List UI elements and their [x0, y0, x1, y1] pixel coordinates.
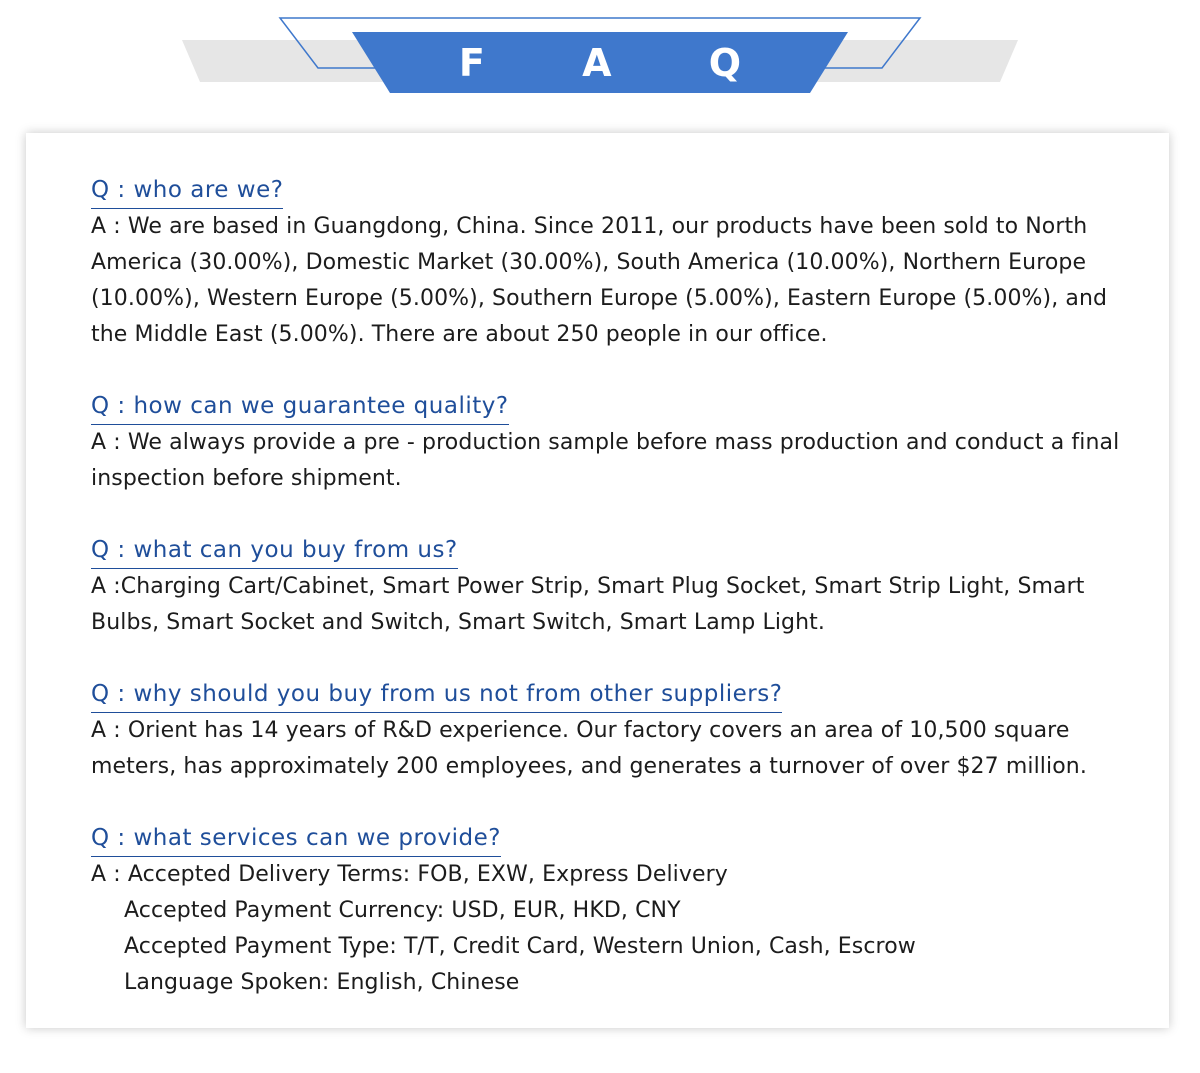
faq-item	[91, 533, 1141, 641]
faq-item	[91, 389, 1141, 497]
faq-banner	[0, 0, 1200, 110]
faq-question: Q : who are we?	[91, 173, 283, 209]
faq-item	[91, 821, 1141, 1001]
faq-title: F A Q	[458, 41, 784, 85]
faq-answer-line: A : We always provide a pre - production sample before mass production and conduct a final inspection before shipment.	[91, 430, 1120, 491]
faq-answer-line: A :Charging Cart/Cabinet, Smart Power Strip, Smart Plug Socket, Smart Strip Light, Smart Bulbs, Smart Socket and Switch, Smart Switch, Smart Lamp Light.	[91, 574, 1085, 635]
faq-answer	[91, 569, 1141, 641]
faq-answer-line: Language Spoken: English, Chinese	[124, 970, 520, 995]
faq-answer	[91, 857, 1141, 1001]
faq-question: Q : what can you buy from us?	[91, 533, 458, 569]
faq-answer-line: A : We are based in Guangdong, China. Since 2011, our products have been sold to North America (30.00%), Domestic Market (30.00%), South America (10.00%), Northern Europe (10.00%), Western Europe (5.00%), Southern Europe (5.00%), Eastern Europe (5.00%), and the Middle East (5.00%). There are about 250 people in our office.	[91, 214, 1108, 347]
faq-card	[26, 133, 1169, 1028]
faq-question: Q : how can we guarantee quality?	[91, 389, 509, 425]
faq-answer-line: Accepted Payment Type: T/T, Credit Card, Western Union, Cash, Escrow	[124, 934, 916, 959]
faq-answer-line: A : Accepted Delivery Terms: FOB, EXW, Express Delivery	[91, 862, 728, 887]
faq-answer	[91, 713, 1141, 785]
faq-question: Q : why should you buy from us not from other suppliers?	[91, 677, 782, 713]
faq-answer	[91, 209, 1141, 353]
faq-answer-line: A : Orient has 14 years of R&D experience. Our factory covers an area of 10,500 square meters, has approximately 200 employees, and generates a turnover of over $27 million.	[91, 718, 1087, 779]
faq-item	[91, 677, 1141, 785]
faq-question: Q : what services can we provide?	[91, 821, 501, 857]
faq-answer-line: Accepted Payment Currency: USD, EUR, HKD, CNY	[124, 898, 681, 923]
faq-item	[91, 173, 1141, 353]
faq-list	[91, 173, 1141, 1037]
faq-answer	[91, 425, 1141, 497]
